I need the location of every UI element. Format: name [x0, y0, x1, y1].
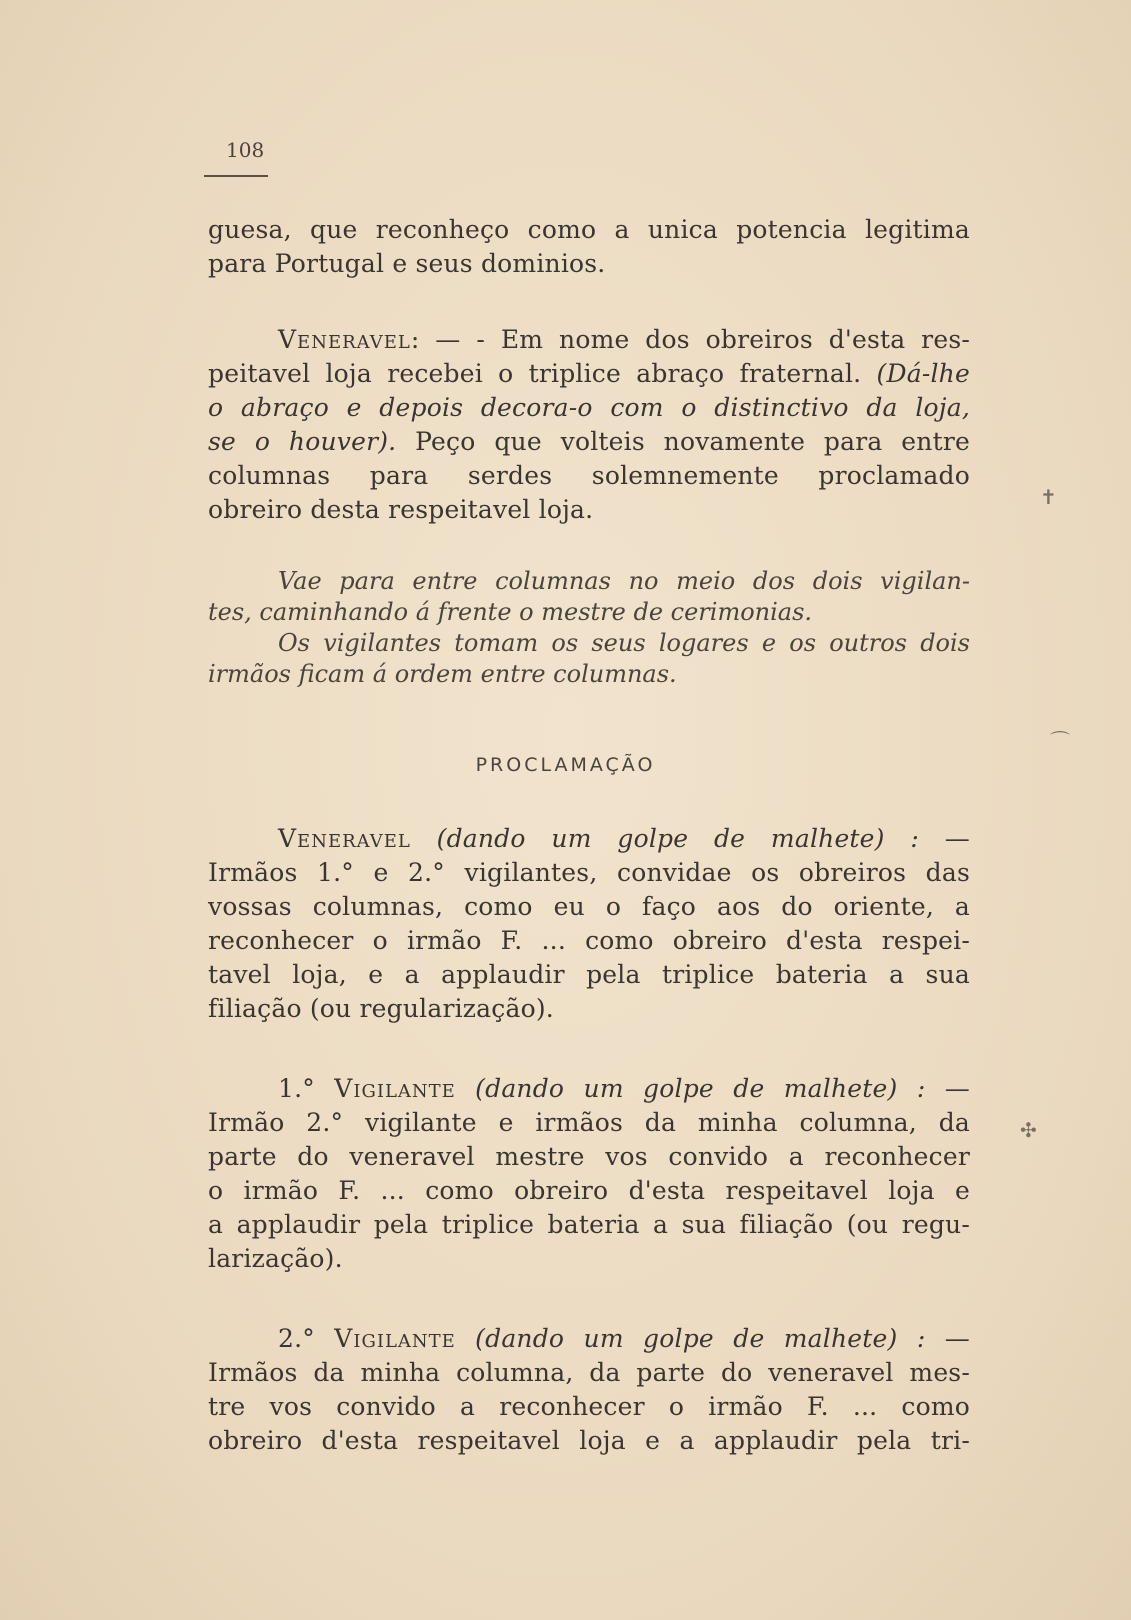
stage-direction: se o houver). — [208, 427, 397, 456]
text-line: tre vos convido a reconhecer o irmão F. ... como — [208, 1392, 970, 1421]
margin-mark-icon: ⌒ — [1050, 729, 1070, 753]
paragraph-3 — [208, 822, 970, 1026]
paragraph-4 — [208, 1072, 970, 1276]
stage-line: irmãos ficam á ordem entre columnas. — [208, 660, 677, 688]
text-line: filiação (ou regularização). — [208, 994, 554, 1023]
speaker-name: Veneravel — [278, 824, 411, 853]
ordinal: 1.° — [278, 1074, 315, 1103]
stage-line: tes, caminhando á frente o mestre de cerimonias. — [208, 598, 813, 626]
stage-line: Vae para entre columnas no meio dos dois vigilan- — [278, 567, 970, 595]
text-line: reconhecer o irmão F. ... como obreiro d'esta respei- — [208, 926, 970, 955]
stage-direction: (dando um golpe de malhete) : — [436, 824, 920, 853]
text-line — [208, 425, 970, 459]
text-line: parte do veneravel mestre vos convido a reconhecer — [208, 1142, 970, 1171]
stage-direction: o abraço e depois decora-o com o distinctivo da loja, — [208, 393, 970, 422]
text-line: columnas para serdes solemnemente proclamado — [208, 461, 970, 490]
text-line: Irmãos da minha columna, da parte do veneravel mes- — [208, 1358, 970, 1387]
text-line: larização). — [208, 1244, 343, 1273]
page-number: 108 — [226, 138, 265, 162]
ordinal: 2.° — [278, 1324, 315, 1353]
text-line — [208, 1322, 970, 1356]
text-line: Irmão 2.° vigilante e irmãos da minha columna, da — [208, 1108, 970, 1137]
text-line: para Portugal e seus dominios. — [208, 249, 606, 278]
text-line: obreiro d'esta respeitavel loja e a applaudir pela tri- — [208, 1426, 970, 1455]
text-line — [208, 323, 970, 357]
text-line: obreiro desta respeitavel loja. — [208, 495, 594, 524]
paragraph-5 — [208, 1322, 970, 1458]
text-line: tavel loja, e a applaudir pela triplice bateria a sua — [208, 960, 970, 989]
stage-line: Os vigilantes tomam os seus logares e os outros dois — [278, 629, 970, 657]
page-number-rule — [204, 175, 268, 177]
text-line: vossas columnas, como eu o faço aos do oriente, a — [208, 892, 970, 921]
stage-direction: (dando um golpe de malhete) : — [475, 1074, 926, 1103]
em-dash: — — [944, 1074, 970, 1103]
em-dash: — — [944, 824, 970, 853]
section-heading: PROCLAMAÇÃO — [475, 754, 656, 776]
speech-text: peitavel loja recebei o triplice abraço fraternal. — [208, 359, 862, 388]
paragraph-1 — [208, 213, 970, 281]
speech-text: Peço que volteis novamente para entre — [415, 427, 970, 456]
speaker-name: Vigilante — [334, 1324, 456, 1353]
text-line — [208, 357, 970, 391]
margin-mark-icon: ✣ — [1020, 1118, 1037, 1142]
text-line — [208, 822, 970, 856]
stage-direction: (Dá-lhe — [876, 359, 970, 388]
text-line: guesa, que reconheço como a unica potencia legitima — [208, 215, 970, 244]
em-dash: — — [944, 1324, 970, 1353]
paragraph-2 — [208, 323, 970, 527]
speech-text: : — - Em nome dos obreiros d'esta res- — [410, 325, 970, 354]
speaker-name: Vigilante — [334, 1074, 456, 1103]
stage-direction: (dando um golpe de malhete) : — [475, 1324, 926, 1353]
text-line: a applaudir pela triplice bateria a sua filiação (ou regu- — [208, 1210, 970, 1239]
text-line: o irmão F. ... como obreiro d'esta respeitavel loja e — [208, 1176, 970, 1205]
text-line — [208, 1072, 970, 1106]
text-line: Irmãos 1.° e 2.° vigilantes, convidae os obreiros das — [208, 858, 970, 887]
margin-mark-icon: ✝ — [1040, 485, 1057, 509]
speaker-name: Veneravel — [278, 325, 411, 354]
stage-direction-block — [208, 566, 970, 690]
